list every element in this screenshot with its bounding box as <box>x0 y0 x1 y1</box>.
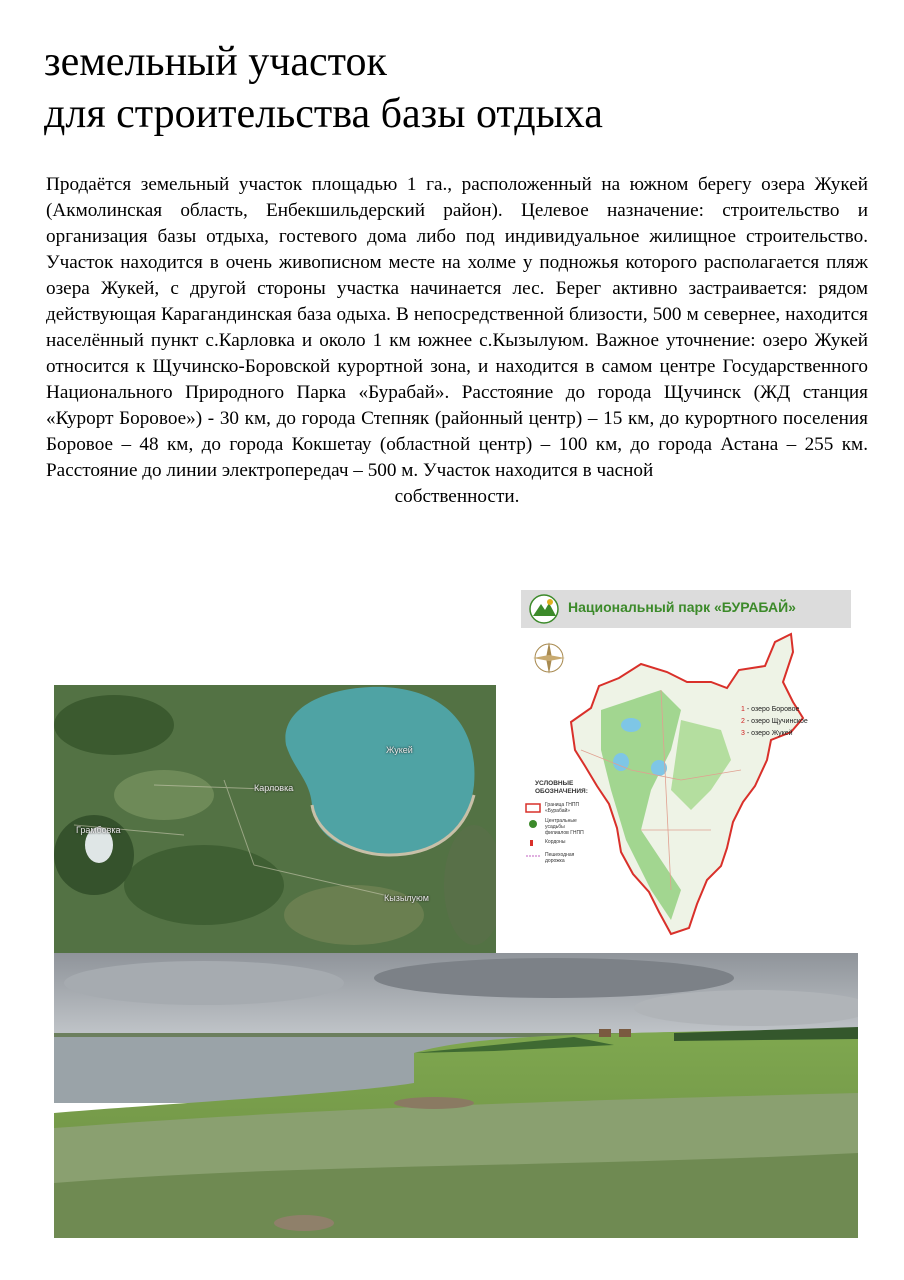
legend-lake-3: 3 - озеро Жукей <box>741 730 793 737</box>
title-line-1: земельный участок <box>44 39 387 85</box>
page-title <box>44 36 603 140</box>
park-map <box>521 590 851 946</box>
legend-item-centers: Центральные усадьбы филиалов ГНПП <box>545 818 584 836</box>
description-main: Продаётся земельный участок площадью 1 га., расположенный на южном берегу озера Жукей (Акмолинская область, Енбекшильдерский район). Целевое назначение: строительство и организация базы отдыха, гостевого дома либо под индивидуальное жилищное строительство. Участок находится в очень живописном месте на холме у подножья которого располагается пляж озера Жукей, с другой стороны участка начинается лес. Берег активно застраивается: рядом действующая Карагандинская база одыха. В непосредственной близости, 500 м севернее, находится населённый пункт с.Карловка и около 1 км южнее с.Кызылуюм. Важное уточнение: озеро Жукей относится к Щучинско-Боровской курортной зона, и находится в самом центре Государственного Национального Природного Парка «Бурабай». Расстояние до города Щучинск (ЖД станция «Курорт Боровое») - 30 км, до города Степняк (районный центр) – 15 км, до курортного поселения Боровое – 48 км, до города Кокшетау (областной центр) – 100 км, до города Астана – 255 км. Расстояние до линии электропередач – 500 м. Участок находится в часной <box>46 174 868 481</box>
village-label-grambovka: Грамбовка <box>76 825 121 835</box>
satellite-map-image <box>54 685 496 953</box>
village-label-kyzyluyum: Кызылуюм <box>384 893 429 903</box>
compass-rose-icon <box>533 642 565 674</box>
legend-item-cordons: Кордоны <box>545 839 566 845</box>
legend-item-path: Пешеходная дорожка <box>545 852 575 864</box>
legend-title: УСЛОВНЫЕ ОБОЗНАЧЕНИЯ: <box>535 780 588 795</box>
title-line-2: для строительства базы отдыха <box>44 91 603 137</box>
legend-item-boundary: Граница ГНПП «Бурабай» <box>545 802 580 814</box>
park-map-drawing <box>521 590 851 946</box>
village-label-karlovka: Карловка <box>254 783 294 793</box>
description-text <box>46 172 868 510</box>
landscape-photo-image <box>54 953 858 1238</box>
description-last-line: собственности. <box>394 486 520 507</box>
satellite-map <box>54 685 496 953</box>
legend-lake-2: 2 - озеро Щучинское <box>741 718 808 725</box>
legend-lake-1: 1 - озеро Боровое <box>741 706 800 713</box>
lake-label: Жукей <box>386 745 413 755</box>
park-map-title: Национальный парк «БУРАБАЙ» <box>568 599 796 615</box>
landscape-photo <box>54 953 858 1238</box>
